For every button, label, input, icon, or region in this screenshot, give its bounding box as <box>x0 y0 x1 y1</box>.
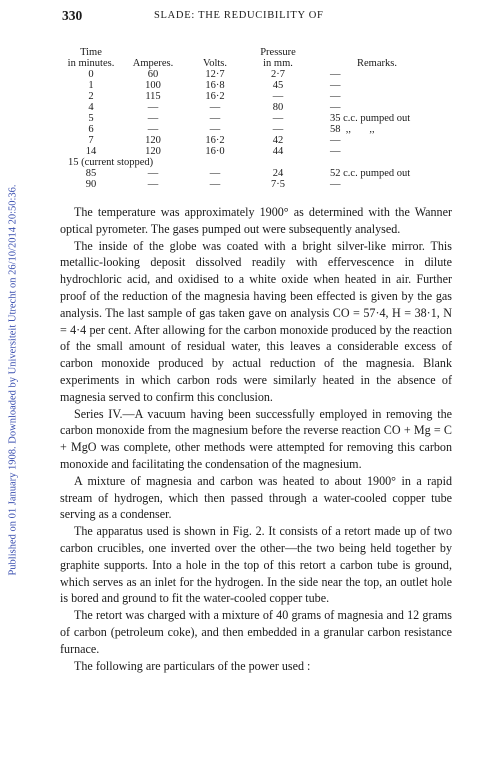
table-cell: 44 <box>272 146 284 157</box>
table-row <box>60 157 444 168</box>
col-header-volts-1 <box>184 47 246 58</box>
table-row <box>60 124 444 135</box>
table-cell: 24 <box>272 168 284 179</box>
table-cell: 42 <box>272 135 284 146</box>
table-cell: 15 (current stopped) <box>68 157 154 168</box>
table-cell: 5 <box>88 113 94 124</box>
table-cell: — <box>147 102 159 113</box>
table-cell: — <box>272 124 284 135</box>
table-cell: 0 <box>88 69 94 80</box>
table-cell: — <box>147 168 159 179</box>
body-text <box>60 204 452 674</box>
table-cell: 58 ,, ,, <box>330 124 375 135</box>
table-row <box>60 69 444 80</box>
table-cell: 6 <box>88 124 94 135</box>
table-cell: 16·8 <box>205 80 225 91</box>
paragraph: A mixture of magnesia and carbon was heated to about 1900° in a rapid stream of hydrogen, which then passed through a water-cooled copper tube serving as a condenser. <box>60 473 452 522</box>
table-cell: — <box>147 124 159 135</box>
table-row <box>60 135 444 146</box>
table-cell: — <box>330 146 341 157</box>
table-cell: — <box>209 168 221 179</box>
table-row <box>60 80 444 91</box>
table-cell: 60 <box>147 69 159 80</box>
table-cell: 115 <box>145 91 161 102</box>
table-cell: 14 <box>85 146 97 157</box>
table-cell: — <box>147 113 159 124</box>
table-cell: — <box>209 179 221 190</box>
table-cell: 85 <box>85 168 97 179</box>
col-header-time-2: in minutes. <box>67 58 115 69</box>
download-watermark <box>6 60 20 700</box>
table-cell: 52 c.c. pumped out <box>330 168 411 179</box>
table-cell: 100 <box>145 80 161 91</box>
table-cell: — <box>209 124 221 135</box>
table-cell: 80 <box>272 102 284 113</box>
paragraph: The apparatus used is shown in Fig. 2. It consists of a retort made up of two carbon crucibles, one inverted over the other—the two being held together by graphite supports. Into a hole in the top of this retort a carbon tube is ground, which serves as an inlet for the hydrogen. In the side near the top, an outlet hole is bored and ground to fit the water-cooled copper tube. <box>60 524 452 606</box>
paragraph: The temperature was approximately 1900° as determined with the Wanner optical pyrometer. The gases pumped out were subsequently analysed. <box>60 205 452 236</box>
table-row <box>60 146 444 157</box>
paragraph: Series IV.—A vacuum having been successfully employed in removing the carbon monoxide from the magnesium before the reverse reaction CO + Mg = C + MgO was complete, other methods were attempted for removing this carbon monoxide and facilitating the condensation of the magnesium. <box>60 406 452 471</box>
table-cell: 12·7 <box>205 69 225 80</box>
table-cell: — <box>209 113 221 124</box>
table-cell: 120 <box>145 135 161 146</box>
table-cell: 7 <box>88 135 94 146</box>
table-cell: 16·2 <box>205 91 225 102</box>
table-cell: 90 <box>85 179 97 190</box>
table-cell: — <box>209 102 221 113</box>
table-cell: — <box>330 69 341 80</box>
table-cell: 35 c.c. pumped out <box>330 113 411 124</box>
experiment-table <box>60 47 444 190</box>
table-cell: — <box>147 179 159 190</box>
table-cell: 1 <box>88 80 94 91</box>
col-header-remarks-2: Remarks. <box>357 58 397 69</box>
table-row <box>60 102 444 113</box>
table-cell: — <box>330 102 341 113</box>
table-cell: — <box>330 91 341 102</box>
paragraph: The following are particulars of the power used : <box>74 658 311 673</box>
table-cell: 120 <box>145 146 161 157</box>
table-cell: 16·2 <box>205 135 225 146</box>
col-header-pressure-2: in mm. <box>263 58 293 69</box>
col-header-time-1: Time <box>80 47 102 58</box>
page-header <box>62 6 454 28</box>
table-cell: — <box>272 91 284 102</box>
table-cell: 45 <box>272 80 284 91</box>
table-cell: 16·0 <box>205 146 225 157</box>
table-header-row <box>60 47 444 58</box>
table-cell: — <box>272 113 284 124</box>
table-cell: — <box>330 80 341 91</box>
table-cell: 4 <box>88 102 94 113</box>
table-cell: — <box>330 135 341 146</box>
paragraph: The inside of the globe was coated with a bright silver-like mirror. This metallic-looking deposit dissolved readily with effervescence in dilute hydrochloric acid, and oxidised to a white oxide when heated in air. Further proof of the reduction of the magnesia having been effected is given by the gas analysis. The last sample of gas taken gave on analysis CO = 57·4, H = 38·1, N = 4·4 per cent. After allowing for the carbon monoxide produced by the reaction of the small amount of residual water, this leaves a considerable excess of carbon monoxide produced by actual reduction of the magnesia. Blank experiments in which carbon rods were similarly heated in the absence of magnesia served to confirm this conclusion. <box>60 238 452 404</box>
download-watermark-text: Published on 01 January 1908. Downloaded by Universiteit Utrecht on 26/10/2014 20:50:36. <box>7 184 19 576</box>
running-title: SLADE: THE REDUCIBILITY OF <box>154 10 324 21</box>
page-number: 330 <box>62 8 83 23</box>
table-row <box>60 113 444 124</box>
col-header-amperes-1 <box>122 47 184 58</box>
table-cell: 2 <box>88 91 94 102</box>
table-row <box>60 179 444 190</box>
table-header-row <box>60 58 444 69</box>
col-header-amperes-2: Amperes. <box>132 58 174 69</box>
col-header-pressure-1: Pressure <box>260 47 296 58</box>
col-header-volts-2: Volts. <box>202 58 228 69</box>
table-cell: — <box>330 179 341 190</box>
col-header-remarks-1 <box>310 47 444 58</box>
table-row <box>60 168 444 179</box>
paragraph: The retort was charged with a mixture of 40 grams of magnesia and 12 grams of carbon (petroleum coke), and then embedded in a granular carbon resistance furnace. <box>60 608 452 656</box>
table-row <box>60 91 444 102</box>
table-cell: 2·7 <box>271 69 285 80</box>
table-cell: 7·5 <box>271 179 285 190</box>
